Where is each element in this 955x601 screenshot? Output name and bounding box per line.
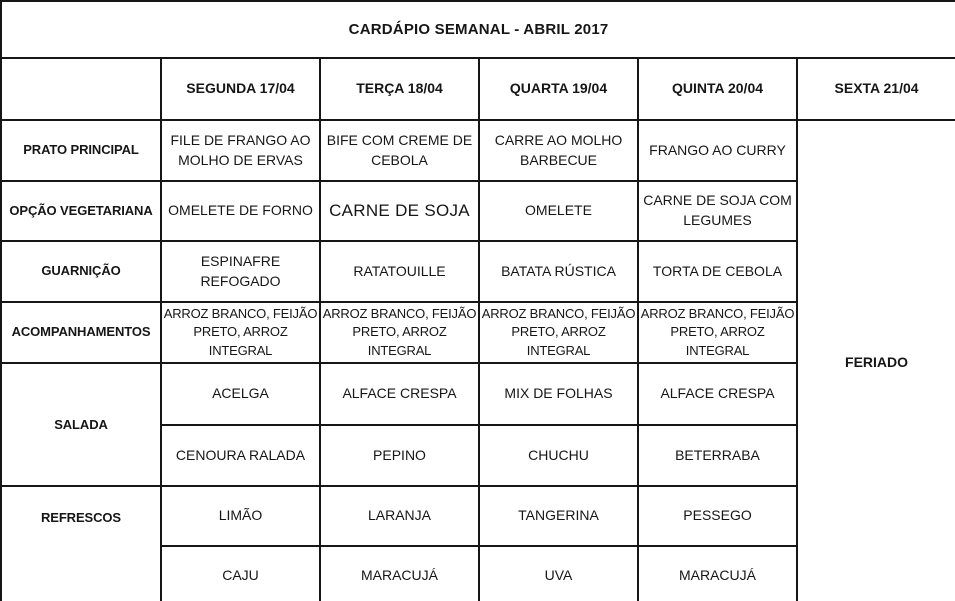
menu-cell: LIMÃO [161,486,320,546]
menu-cell: ACELGA [161,363,320,425]
title-row [1,1,955,58]
menu-cell: ALFACE CRESPA [638,363,797,425]
menu-cell: PEPINO [320,425,479,486]
row-label-acompanhamentos: ACOMPANHAMENTOS [1,302,161,363]
header-quinta: QUINTA 20/04 [638,58,797,120]
row-label-guarnicao: GUARNIÇÃO [1,241,161,302]
header-empty-cell [1,58,161,120]
menu-cell: TANGERINA [479,486,638,546]
menu-cell: CENOURA RALADA [161,425,320,486]
menu-cell: CARRE AO MOLHO BARBECUE [479,120,638,181]
menu-cell: TORTA DE CEBOLA [638,241,797,302]
table-row [1,120,955,181]
menu-cell: FRANGO AO CURRY [638,120,797,181]
header-terca: TERÇA 18/04 [320,58,479,120]
menu-cell: CHUCHU [479,425,638,486]
menu-cell: ARROZ BRANCO, FEIJÃO PRETO, ARROZ INTEGRAL [638,302,797,363]
menu-cell: PESSEGO [638,486,797,546]
header-sexta: SEXTA 21/04 [797,58,955,120]
menu-cell: MIX DE FOLHAS [479,363,638,425]
page-title: CARDÁPIO SEMANAL - ABRIL 2017 [1,1,955,58]
menu-cell: FILE DE FRANGO AO MOLHO DE ERVAS [161,120,320,181]
row-label-refrescos: REFRESCOS [1,486,161,601]
menu-cell: OMELETE [479,181,638,241]
menu-cell: CAJU [161,546,320,601]
menu-cell: ALFACE CRESPA [320,363,479,425]
menu-cell: OMELETE DE FORNO [161,181,320,241]
menu-cell: MARACUJÁ [638,546,797,601]
menu-cell: BETERRABA [638,425,797,486]
menu-cell: RATATOUILLE [320,241,479,302]
menu-cell: ESPINAFRE REFOGADO [161,241,320,302]
menu-cell: ARROZ BRANCO, FEIJÃO PRETO, ARROZ INTEGRAL [161,302,320,363]
menu-cell: ARROZ BRANCO, FEIJÃO PRETO, ARROZ INTEGRAL [479,302,638,363]
menu-cell: CARNE DE SOJA [320,181,479,241]
menu-cell: UVA [479,546,638,601]
menu-cell: BIFE COM CREME DE CEBOLA [320,120,479,181]
menu-cell: LARANJA [320,486,479,546]
menu-cell: MARACUJÁ [320,546,479,601]
menu-cell: CARNE DE SOJA COM LEGUMES [638,181,797,241]
header-segunda: SEGUNDA 17/04 [161,58,320,120]
row-label-prato-principal: PRATO PRINCIPAL [1,120,161,181]
row-label-opcao-vegetariana: OPÇÃO VEGETARIANA [1,181,161,241]
row-label-salada: SALADA [1,363,161,486]
menu-cell: ARROZ BRANCO, FEIJÃO PRETO, ARROZ INTEGRAL [320,302,479,363]
header-quarta: QUARTA 19/04 [479,58,638,120]
feriado-cell: FERIADO [797,120,955,601]
header-row [1,58,955,120]
menu-cell: BATATA RÚSTICA [479,241,638,302]
